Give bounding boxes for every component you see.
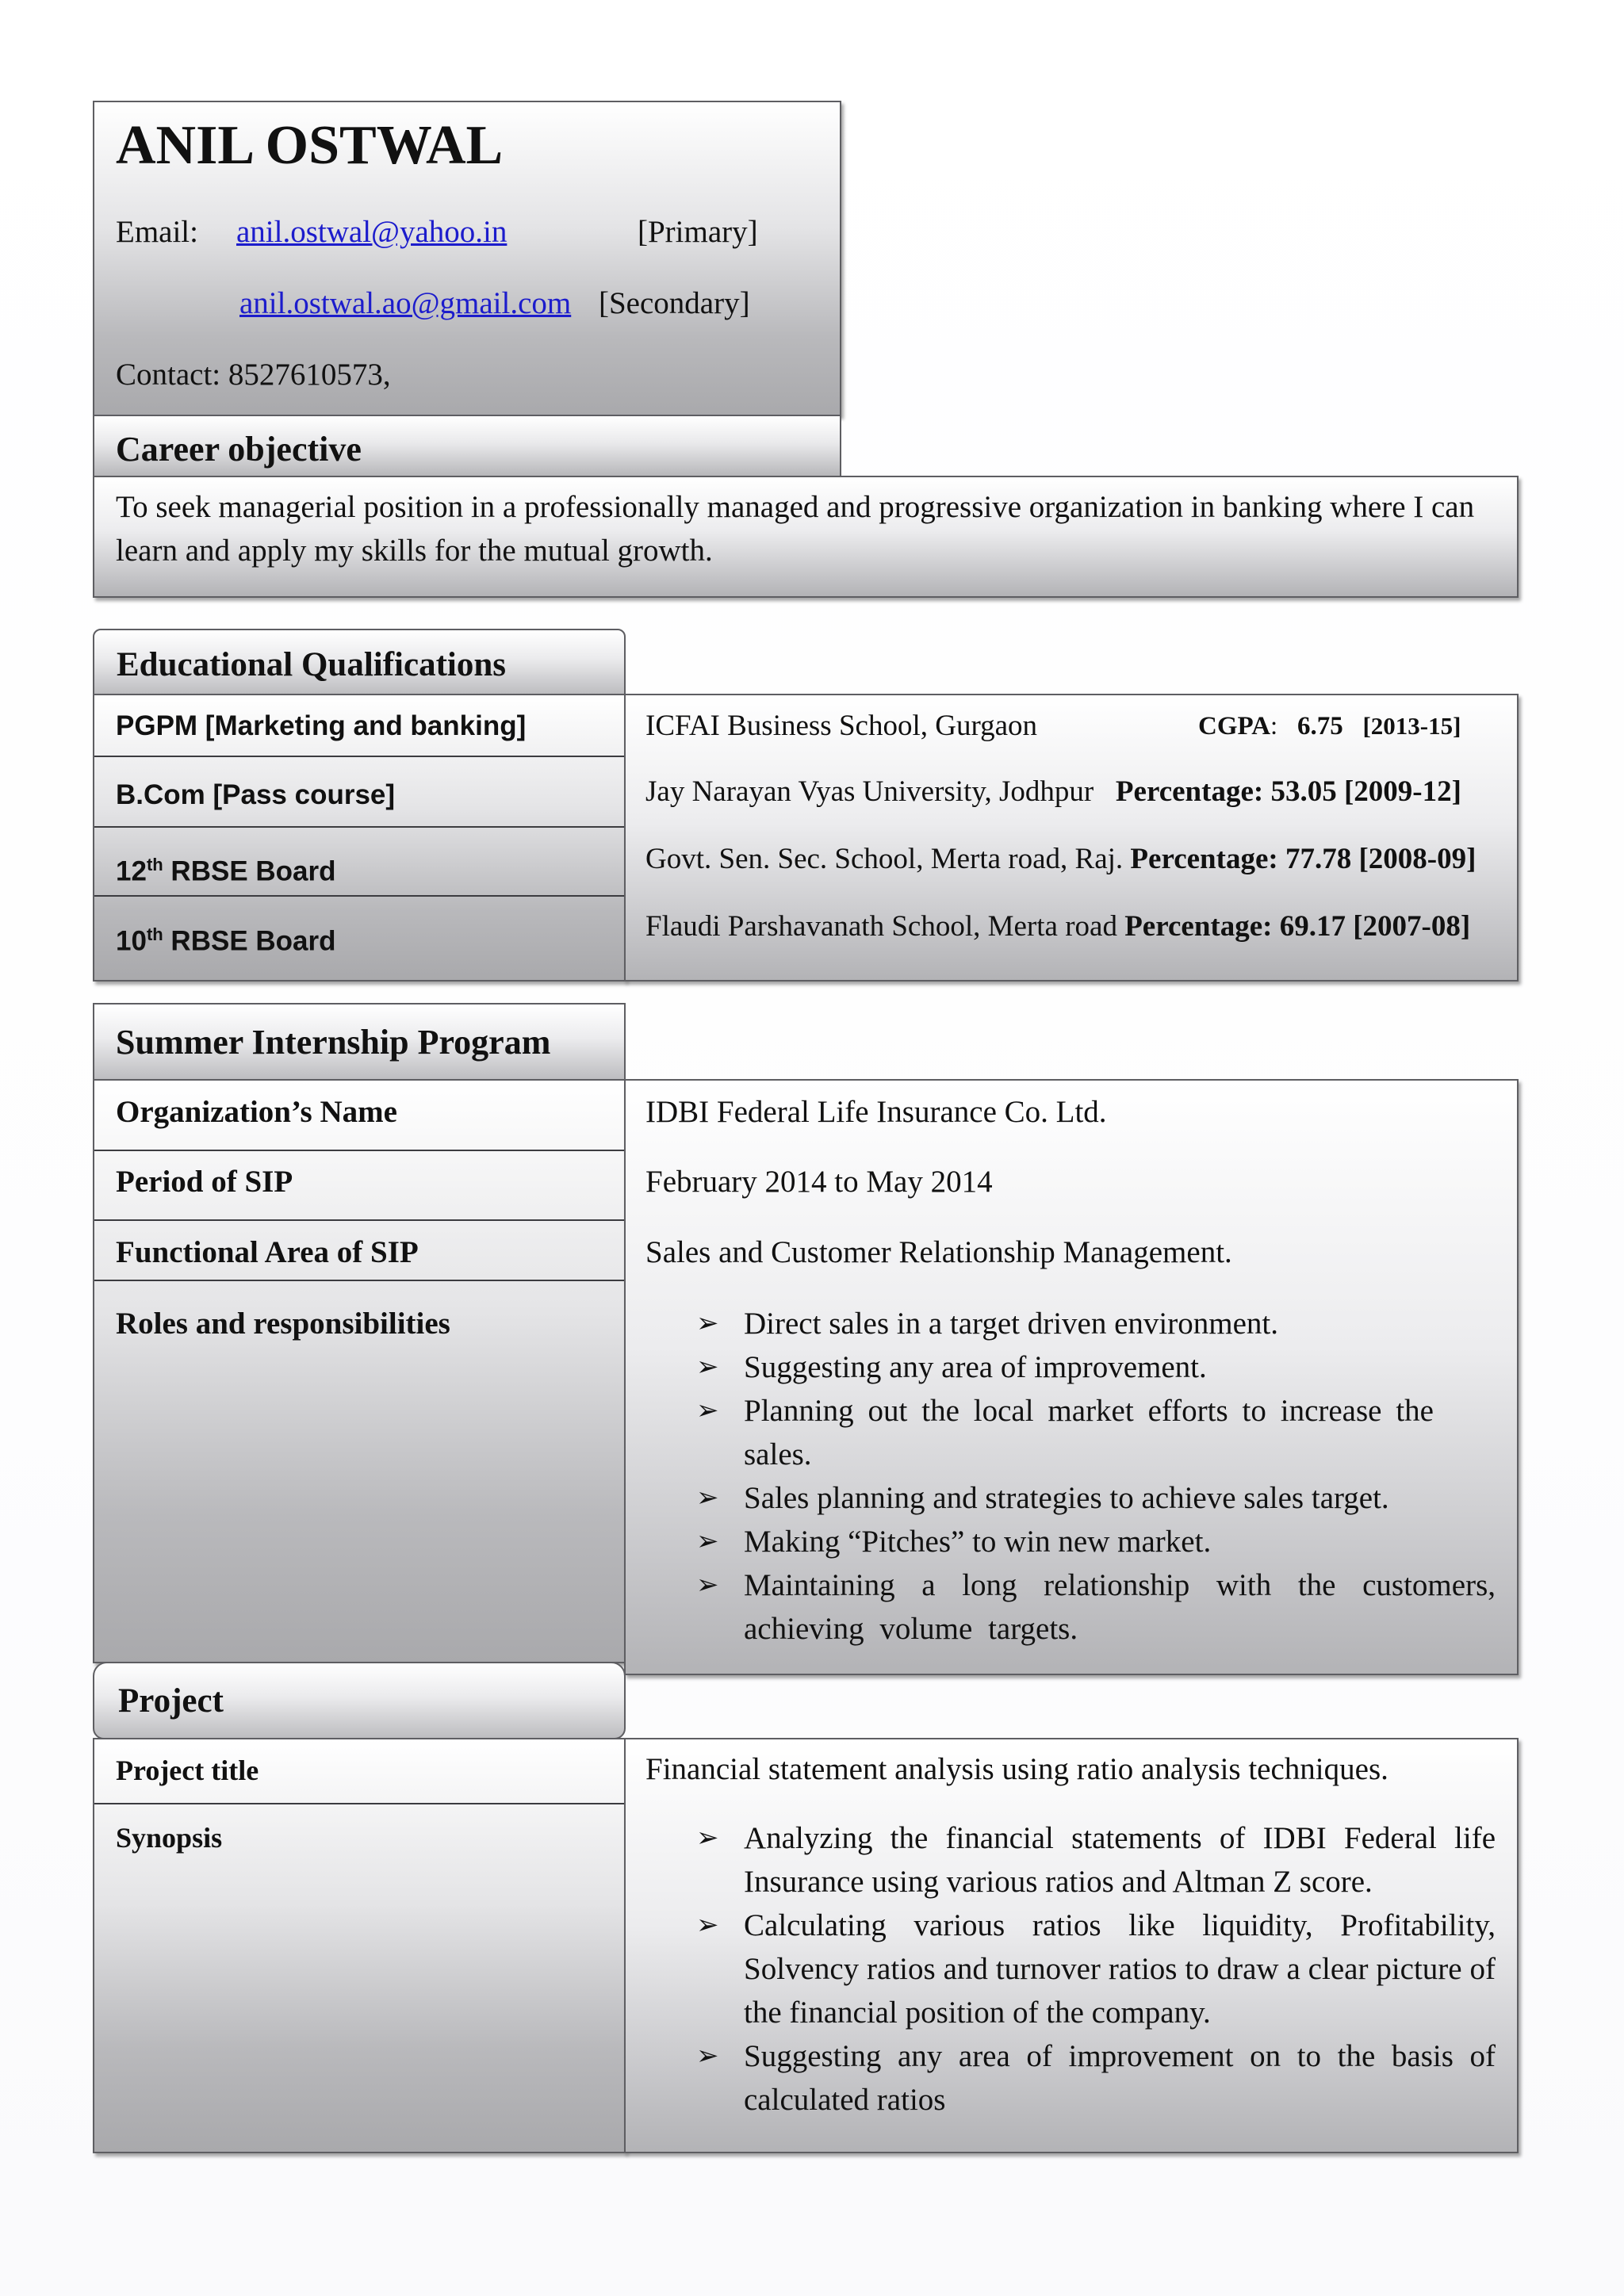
education-heading-tab	[93, 629, 626, 695]
arrow-bullet-icon: ➢	[696, 1822, 719, 1854]
project-left-column	[93, 1738, 626, 2153]
project-heading: Project	[118, 1682, 224, 1720]
email-primary-link[interactable]: anil.ostwal@yahoo.in	[236, 215, 508, 249]
arrow-bullet-icon: ➢	[696, 1909, 719, 1941]
institute-pgpm: ICFAI Business School, Gurgaon	[645, 710, 1038, 742]
arrow-bullet-icon: ➢	[696, 1569, 719, 1601]
header-box	[93, 101, 841, 416]
career-text: To seek managerial position in a professionally managed and progressive organization in banking where I can learn and apply my skills for the mutual growth.	[116, 490, 1475, 568]
degree-12th	[116, 845, 336, 892]
sip-period-value: February 2014 to May 2014	[645, 1165, 993, 1199]
score-bcom: Percentage: 53.05 [2009-12]	[1115, 775, 1461, 808]
career-heading: Career objective	[116, 430, 362, 469]
degree-12th-sup: th	[146, 855, 163, 874]
degree-pgpm: PGPM [Marketing and banking]	[116, 710, 527, 741]
sip-heading-tab	[93, 1003, 626, 1081]
education-heading: Educational Qualifications	[117, 646, 506, 683]
arrow-bullet-icon: ➢	[696, 1395, 719, 1426]
degree-10th	[116, 915, 336, 962]
project-title-label: Project title	[116, 1755, 259, 1786]
edu-row-bcom	[645, 772, 1510, 812]
score-12th: Percentage: 77.78 [2008-09]	[1130, 843, 1477, 875]
career-heading-tab	[93, 415, 841, 476]
candidate-name: ANIL OSTWAL	[116, 115, 504, 176]
list-item: ➢ Sales planning and strategies to achieve sales target.	[696, 1476, 1496, 1520]
sip-org-value: IDBI Federal Life Insurance Co. Ltd.	[645, 1095, 1107, 1129]
education-right-column	[624, 694, 1519, 982]
career-box	[93, 476, 1519, 598]
sip-org-label: Organization’s Name	[116, 1095, 397, 1129]
score-10th: Percentage: 69.17 [2007-08]	[1124, 910, 1471, 943]
degree-10th-tail: RBSE Board	[163, 925, 336, 957]
arrow-bullet-icon: ➢	[696, 1482, 719, 1513]
education-left-column	[93, 694, 626, 982]
list-item: ➢ Analyzing the financial statements of IDBI Federal life Insurance using various ratios and Altman Z score.	[696, 1816, 1496, 1904]
degree-10th-num: 10	[116, 925, 147, 957]
project-right-column	[624, 1738, 1519, 2153]
edu-row-10th	[645, 907, 1510, 947]
degree-bcom: B.Com [Pass course]	[116, 779, 396, 810]
primary-tag: [Primary]	[638, 215, 758, 249]
list-item: ➢ Suggesting any area of improvement.	[696, 1345, 1496, 1389]
sip-area-label: Functional Area of SIP	[116, 1235, 419, 1269]
secondary-tag: [Secondary]	[599, 286, 750, 320]
sip-left-column	[93, 1079, 626, 1663]
arrow-bullet-icon: ➢	[696, 1307, 719, 1339]
degree-10th-sup: th	[146, 924, 163, 944]
arrow-bullet-icon: ➢	[696, 1525, 719, 1557]
project-heading-tab	[93, 1662, 626, 1739]
sip-roles-list	[696, 1302, 1496, 1651]
list-item: ➢ Making “Pitches” to win new market.	[696, 1520, 1496, 1563]
sip-period-label: Period of SIP	[116, 1165, 293, 1199]
institute-10th: Flaudi Parshavanath School, Merta road	[645, 910, 1117, 943]
email-label: Email:	[116, 215, 198, 249]
edu-row-pgpm	[645, 706, 1502, 746]
list-item: ➢ Planning out the local market efforts to increase the sales.	[696, 1389, 1434, 1476]
sip-area-value: Sales and Customer Relationship Management.	[645, 1235, 1232, 1269]
institute-12th: Govt. Sen. Sec. School, Merta road, Raj.	[645, 843, 1124, 875]
list-item: ➢ Direct sales in a target driven environment.	[696, 1302, 1496, 1345]
list-item: ➢ Maintaining a long relationship with the customers, achieving volume targets.	[696, 1563, 1496, 1651]
list-item: ➢ Calculating various ratios like liquidity, Profitability, Solvency ratios and turnover ratios to draw a clear picture of the financial position of the company.	[696, 1904, 1496, 2034]
sip-roles-label: Roles and responsibilities	[116, 1307, 450, 1341]
edu-row-12th	[645, 840, 1510, 879]
project-synopsis-label: Synopsis	[116, 1822, 223, 1854]
email-secondary-link[interactable]: anil.ostwal.ao@gmail.com	[239, 286, 572, 320]
arrow-bullet-icon: ➢	[696, 1351, 719, 1383]
arrow-bullet-icon: ➢	[696, 2040, 719, 2072]
degree-12th-tail: RBSE Board	[163, 855, 336, 887]
institute-bcom: Jay Narayan Vyas University, Jodhpur	[645, 775, 1094, 808]
list-item: ➢ Suggesting any area of improvement on to the basis of calculated ratios	[696, 2034, 1496, 2122]
score-pgpm: CGPA: 6.75 [2013-15]	[1198, 712, 1461, 740]
degree-12th-num: 12	[116, 855, 147, 887]
project-synopsis-list	[696, 1816, 1496, 2122]
contact-text: Contact: 8527610573,	[116, 358, 391, 392]
sip-right-column	[624, 1079, 1519, 1675]
project-title-value: Financial statement analysis using ratio analysis techniques.	[645, 1752, 1388, 1786]
sip-heading: Summer Internship Program	[116, 1023, 551, 1062]
